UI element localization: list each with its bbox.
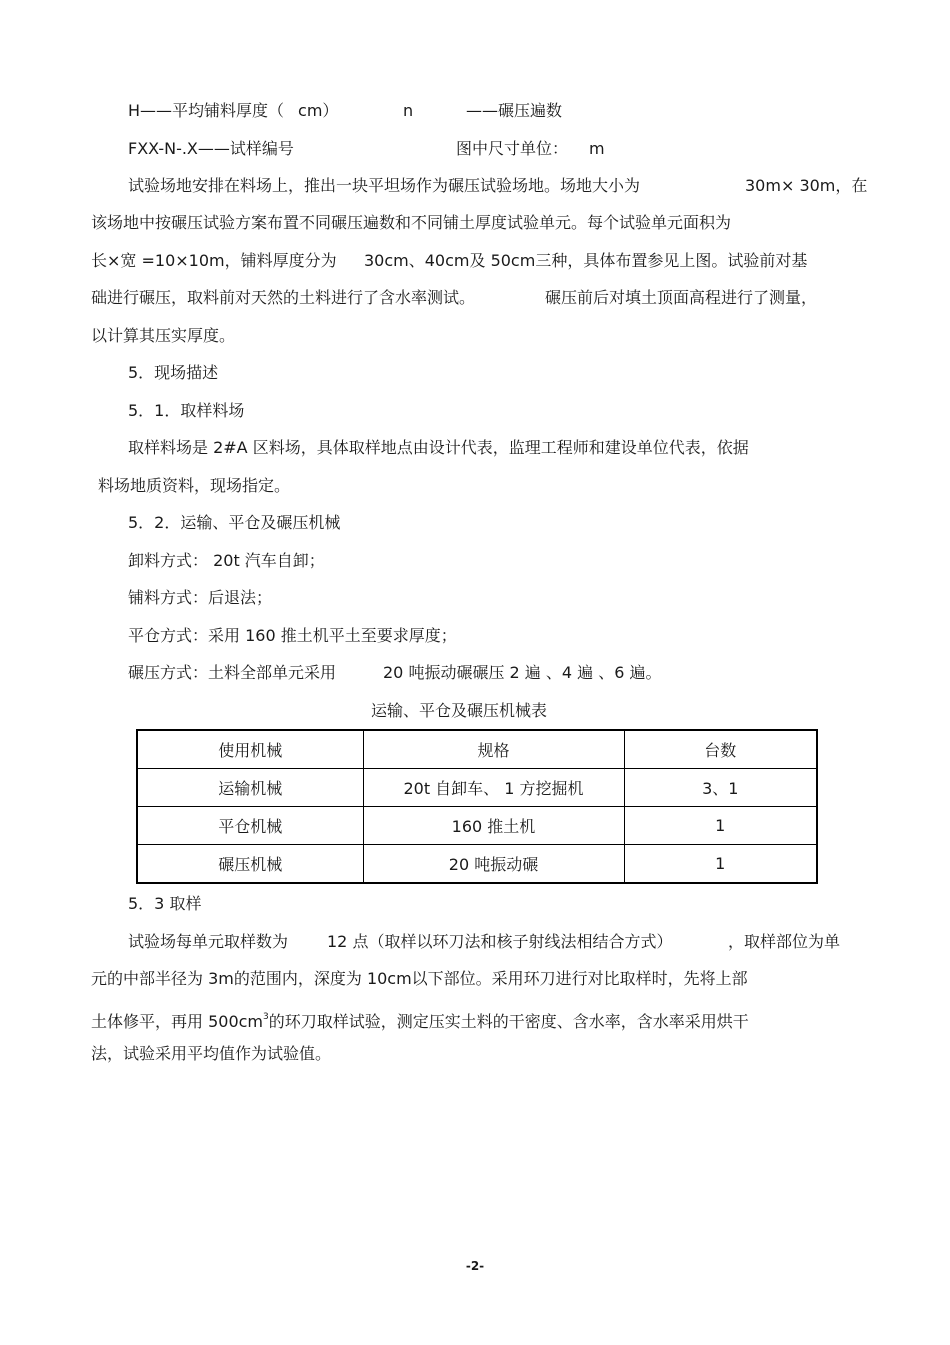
- header-machine: 使用机械: [137, 730, 363, 769]
- sampling-line-2: 元的中部半径为 3m的范围内，深度为 10cm以下部位。采用环刀进行对比取样时，先将上部: [91, 969, 748, 988]
- intro-line-3b: 30cm、40cm及 50cm三种，具体布置参见上图。试验前对基: [364, 251, 808, 270]
- superscript-3: 3: [263, 1012, 269, 1022]
- intro-line-4b: 碾压前后对填土顶面高程进行了测量，: [545, 288, 818, 307]
- intro-line-1: [128, 176, 640, 196]
- intro-line-4a: 础进行碾压，取料前对天然的土料进行了含水率测试。: [91, 288, 476, 307]
- compact-method-b: 20 吨振动碾碾压 2 遍 、4 遍 、6 遍。: [383, 663, 662, 682]
- table-cell: 1: [624, 845, 817, 884]
- sampling-line-3: [91, 1007, 749, 1032]
- sampling-line-4: 法，试验采用平均值作为试验值。: [91, 1044, 332, 1063]
- legend-n-desc: ——碾压遍数: [466, 101, 563, 120]
- table-row: [137, 807, 817, 845]
- table-cell: 20 吨振动碾: [363, 845, 624, 884]
- table-cell: 3、1: [624, 769, 817, 807]
- heading-5-1: 5．1．取样料场: [128, 401, 245, 420]
- unload-method: 卸料方式： 20t 汽车自卸；: [128, 551, 325, 570]
- table-cell: 碾压机械: [137, 845, 363, 884]
- legend-size-unit-label: 图中尺寸单位：: [456, 139, 569, 158]
- legend-h-line: [128, 101, 338, 121]
- table-caption: 运输、平仓及碾压机械表: [371, 701, 548, 720]
- intro-line-2: 该场地中按碾压试验方案布置不同碾压遍数和不同铺土厚度试验单元。每个试验单元面积为: [91, 213, 732, 232]
- table-header-row: [137, 730, 817, 769]
- intro-line-5: 以计算其压实厚度。: [91, 326, 236, 345]
- sampling-line-3b: 的环刀取样试验，测定压实土料的干密度、含水率，含水率采用烘干: [268, 1012, 749, 1031]
- level-method: 平仓方式：采用 160 推土机平土至要求厚度；: [128, 626, 457, 645]
- table-cell: 运输机械: [137, 769, 363, 807]
- machinery-table: [136, 729, 818, 884]
- table-cell: 160 推土机: [363, 807, 624, 845]
- legend-n-label: n: [403, 101, 414, 120]
- header-count: 台数: [624, 730, 817, 769]
- compact-method-a: 碾压方式：土料全部单元采用: [128, 663, 337, 682]
- legend-size-unit: m: [589, 139, 605, 158]
- intro-line-3a: 长×宽 =10×10m，铺料厚度分为: [91, 251, 337, 270]
- sampling-line-1a: 试验场每单元取样数为: [128, 932, 289, 951]
- header-spec: 规格: [363, 730, 624, 769]
- sampling-line-1b: 12 点（取样以环刀法和核子射线法相结合方式）: [327, 932, 673, 951]
- table-cell: 1: [624, 807, 817, 845]
- intro-text: 试验场地安排在料场上，推出一块平坦场作为碾压试验场地。场地大小为: [128, 176, 641, 195]
- heading-5-2: 5．2．运输、平仓及碾压机械: [128, 513, 341, 532]
- s51-para-line-2: 料场地质资料，现场指定。: [98, 476, 291, 495]
- table-cell: 20t 自卸车、 1 方挖掘机: [363, 769, 624, 807]
- spread-method: 铺料方式：后退法；: [128, 588, 273, 607]
- s51-para-line-1: 取样料场是 2#A 区料场，具体取样地点由设计代表，监理工程师和建设单位代表，依据: [128, 438, 749, 457]
- legend-h-unit: cm）: [298, 101, 339, 120]
- table-row: [137, 845, 817, 884]
- sampling-line-1c: ，取样部位为单: [728, 932, 841, 951]
- heading-5-3: 5．3 取样: [128, 894, 202, 913]
- intro-line-1b: 30m× 30m，在: [745, 176, 868, 195]
- heading-5: 5．现场描述: [128, 363, 219, 382]
- legend-h-label: H——平均铺料厚度（: [128, 101, 285, 120]
- table-row: [137, 769, 817, 807]
- page-number: -2-: [465, 1259, 485, 1273]
- sampling-line-3a: 土体修平，再用 500cm: [91, 1012, 264, 1031]
- legend-fxx: FXX-N-.X——试样编号: [128, 139, 294, 158]
- table-cell: 平仓机械: [137, 807, 363, 845]
